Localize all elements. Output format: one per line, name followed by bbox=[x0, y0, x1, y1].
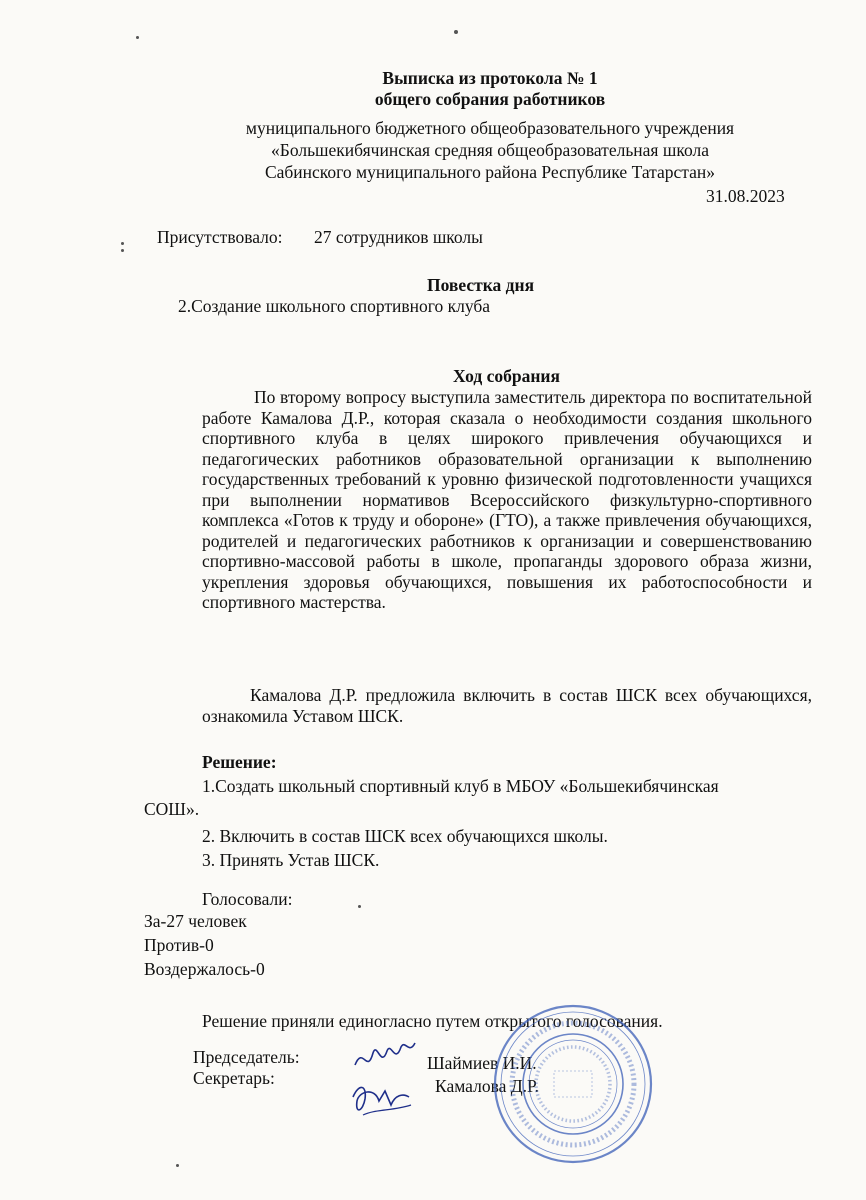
chair-label: Председатель: bbox=[193, 1047, 300, 1067]
decision-item-3: 3. Принять Устав ШСК. bbox=[202, 850, 380, 870]
scan-speck bbox=[454, 30, 458, 34]
voting-against: Против-0 bbox=[144, 935, 214, 955]
chair-name: Шаймиев И.И. bbox=[427, 1053, 537, 1073]
agenda-heading: Повестка дня bbox=[427, 275, 535, 295]
org-line-3: Сабинского муниципального района Республике Татарстан» bbox=[264, 162, 716, 182]
voting-abstained: Воздержалось-0 bbox=[144, 959, 265, 979]
scan-speck bbox=[121, 242, 124, 245]
secretary-name: Камалова Д.Р. bbox=[435, 1076, 539, 1096]
decision-item-2: 2. Включить в состав ШСК всех обучающихся школы. bbox=[202, 826, 608, 846]
voting-summary: Решение приняли единогласно путем открытого голосования. bbox=[202, 1011, 663, 1031]
org-line-2: «Большекибячинская средняя общеобразовательная школа bbox=[271, 140, 709, 160]
agenda-item: 2.Создание школьного спортивного клуба bbox=[178, 296, 491, 316]
document-date: 31.08.2023 bbox=[706, 186, 785, 206]
voting-for: За-27 человек bbox=[144, 911, 247, 931]
scan-speck bbox=[136, 36, 139, 39]
attendance-value: 27 сотрудников школы bbox=[314, 227, 483, 247]
decision-item-1-cont: СОШ». bbox=[144, 799, 200, 819]
handwritten-signature bbox=[345, 1035, 420, 1125]
org-line-1: муниципального бюджетного общеобразовательного учреждения bbox=[245, 118, 735, 138]
secretary-label: Секретарь: bbox=[193, 1068, 275, 1088]
proceedings-heading: Ход собрания bbox=[453, 366, 560, 386]
school-seal bbox=[492, 1003, 654, 1165]
decision-heading: Решение: bbox=[202, 752, 277, 772]
document-title: Выписка из протокола № 1 bbox=[382, 68, 598, 88]
scan-speck bbox=[121, 249, 124, 252]
proceedings-paragraph-1: По второму вопросу выступила заместитель директора по воспитательной работе Камалова Д.Р., которая сказала о необходимости создания школьного спортивного клуба в целях широкого привлечения обучающихся и педагогических работников образовательной организации к выполнению государственных требований к уровню физической подготовленности учащихся при выполнении нормативов Всероссийского физкультурно-спортивного комплекса «Готов к труду и обороне» (ГТО), а также привлечения обучающихся, родителей и педагогических работников к организации и совершенствованию спортивно-массовой работы в школе, пропаганды здорового образа жизни, укрепления здоровья обучающихся, повышения их работоспособности и спортивного мастерства. bbox=[202, 387, 812, 612]
proceedings-paragraph-2: Камалова Д.Р. предложила включить в состав ШСК всех обучающихся, ознакомила Уставом ШСК. bbox=[202, 685, 812, 726]
decision-item-1: 1.Создать школьный спортивный клуб в МБОУ «Большекибячинская bbox=[202, 776, 719, 796]
attendance-label: Присутствовало: bbox=[157, 227, 283, 247]
scan-speck bbox=[358, 905, 361, 908]
voting-heading: Голосовали: bbox=[202, 889, 293, 909]
document-subtitle: общего собрания работников bbox=[374, 89, 606, 109]
scan-speck bbox=[176, 1164, 179, 1167]
